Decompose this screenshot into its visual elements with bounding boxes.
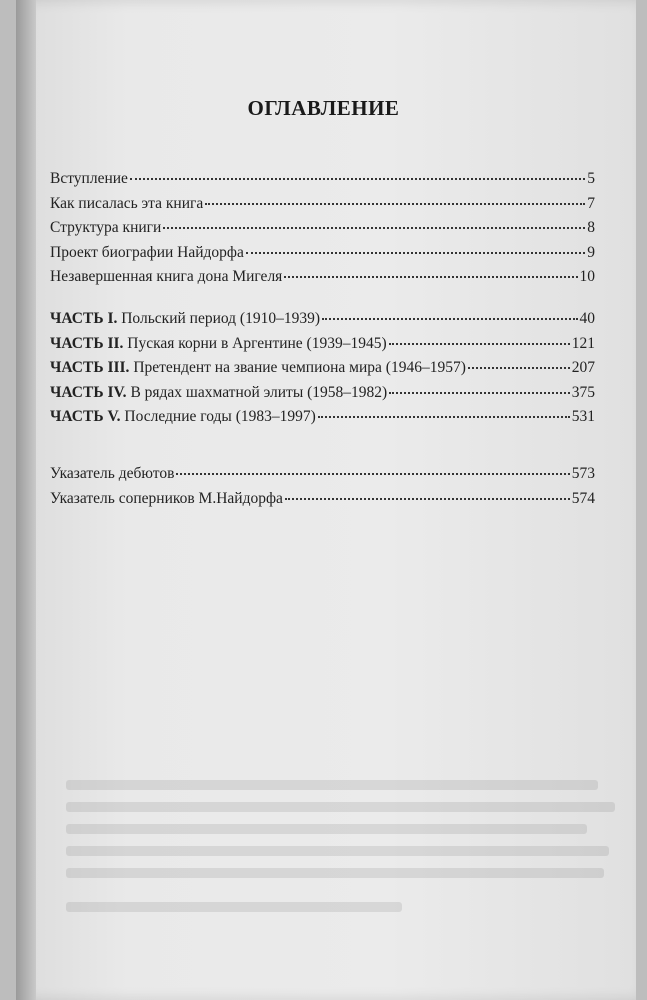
toc-row: [50, 170, 595, 195]
toc-entry-label: Незавершенная книга дона Мигеля: [50, 268, 283, 285]
dot-leader: [389, 392, 570, 394]
toc-row: [50, 490, 595, 515]
toc-row: [50, 244, 595, 269]
dot-leader: [176, 473, 569, 475]
toc-entry-label: Вступление: [50, 170, 128, 187]
toc-entry-label: Как писалась эта книга: [50, 194, 204, 212]
part-title: Пуская корни в Аргентине (1939–1945): [127, 334, 387, 352]
toc-row: [50, 335, 595, 360]
part-title: Претендент на звание чемпиона мира (1946–1957): [133, 359, 466, 376]
toc-row: [50, 359, 595, 384]
dot-leader: [468, 367, 570, 369]
page-title: ОГЛАВЛЕНИЕ: [247, 96, 400, 120]
toc-page-number: 40: [579, 310, 595, 327]
page-gutter-shadow: [16, 0, 36, 1000]
part-number: ЧАСТЬ V.: [50, 408, 121, 425]
toc-page-number: 7: [587, 194, 595, 212]
toc-row: [50, 219, 595, 244]
part-number: ЧАСТЬ I.: [50, 310, 118, 327]
toc-row: [50, 384, 595, 409]
toc-page-number: 121: [571, 334, 595, 352]
toc-row: [50, 195, 595, 220]
toc-entry-label: Указатель соперников М.Найдорфа: [50, 489, 283, 507]
toc-entry-label: Структура книги: [50, 219, 162, 236]
toc-entry-label: [50, 310, 320, 328]
toc-parts-section: [50, 310, 595, 433]
bleed-through-text: [66, 780, 626, 940]
dot-leader: [246, 252, 585, 254]
toc-entry-label: [50, 335, 387, 353]
dot-leader: [284, 276, 577, 278]
toc-row: [50, 465, 595, 490]
toc-page-number: 574: [571, 489, 595, 507]
dot-leader: [205, 203, 585, 205]
dot-leader: [318, 416, 570, 418]
part-title: В рядах шахматной элиты (1958–1982): [130, 383, 388, 401]
dot-leader: [285, 498, 570, 500]
toc-index-section: [50, 465, 595, 514]
toc-page-number: 10: [579, 268, 595, 285]
dot-leader: [322, 318, 577, 320]
toc-page-number: 531: [571, 408, 595, 425]
toc-intro-section: [50, 170, 595, 293]
toc-page-number: 5: [587, 170, 595, 187]
toc-entry-label: [50, 359, 466, 377]
toc-entry-label: Проект биографии Найдорфа: [50, 243, 244, 261]
part-number: ЧАСТЬ II.: [50, 334, 124, 352]
toc-entry-label: [50, 408, 316, 426]
toc-page-number: 375: [571, 383, 595, 401]
part-number: ЧАСТЬ III.: [50, 359, 130, 376]
toc-page-number: 9: [587, 243, 595, 261]
toc-row: [50, 408, 595, 433]
part-title: Польский период (1910–1939): [121, 310, 321, 327]
toc-page-number: 573: [571, 465, 595, 482]
dot-leader: [163, 227, 585, 229]
toc-entry-label: Указатель дебютов: [50, 465, 175, 482]
dot-leader: [130, 178, 585, 180]
toc-row: [50, 310, 595, 335]
toc-page-number: 8: [587, 219, 595, 236]
toc-row: [50, 268, 595, 293]
part-title: Последние годы (1983–1997): [124, 408, 316, 425]
toc-page-number: 207: [571, 359, 595, 376]
part-number: ЧАСТЬ IV.: [50, 383, 127, 401]
dot-leader: [389, 343, 570, 345]
toc-entry-label: [50, 384, 387, 402]
